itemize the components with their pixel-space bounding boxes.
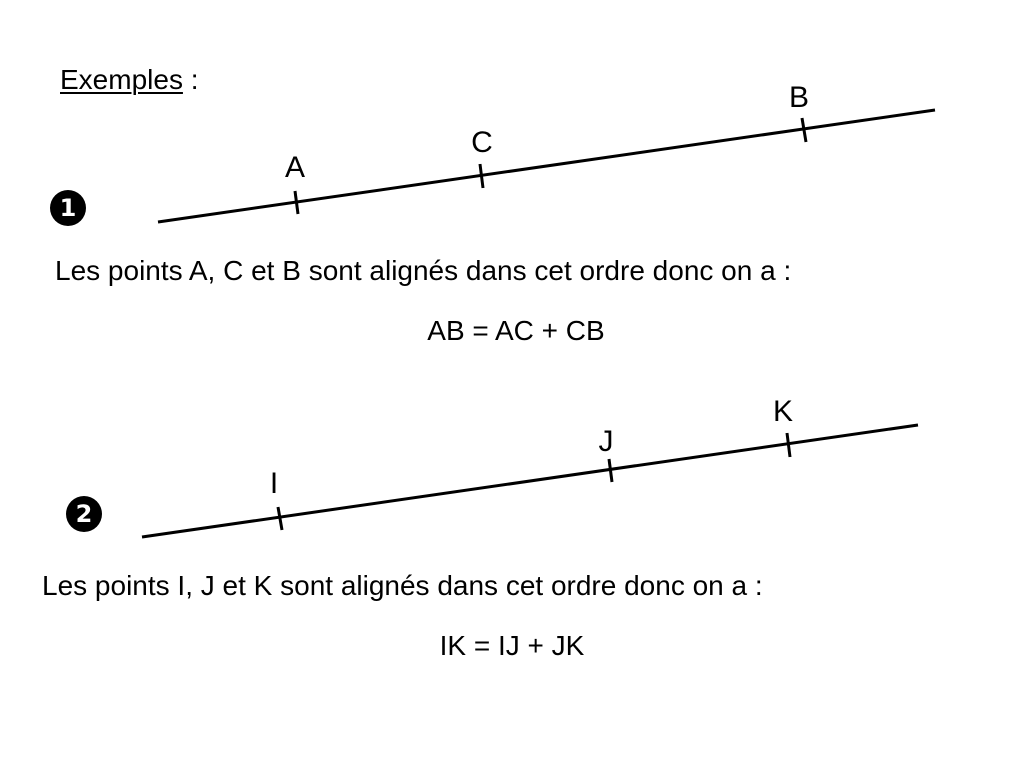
label-point-a: A [284,151,306,184]
tick-point-j [609,459,612,482]
examples-heading-colon: : [182,64,199,95]
example-2-number-badge: 2 [66,496,102,532]
tick-point-k [787,433,790,457]
label-point-k: K [772,395,794,428]
label-point-b: B [788,81,810,114]
figure-example-1 [158,81,935,222]
label-point-c: C [471,126,493,159]
figure-example-2 [142,395,918,537]
line-example-1 [158,110,935,222]
tick-point-i [278,507,282,530]
example-1-number-badge: 1 [50,190,86,226]
tick-point-a [295,191,298,214]
example-1-formula: AB = AC + CB [427,315,605,346]
line-example-2 [142,425,918,537]
label-point-j: J [598,425,614,458]
examples-heading-label: Exemples [60,64,183,95]
tick-point-c [480,164,483,188]
example-2-sentence: Les points I, J et K sont alignés dans cet ordre donc on a : [42,570,763,601]
tick-point-b [802,118,806,142]
example-2-formula: IK = IJ + JK [439,630,585,661]
example-1-sentence: Les points A, C et B sont alignés dans cet ordre donc on a : [55,255,792,286]
label-point-i: I [269,467,279,500]
